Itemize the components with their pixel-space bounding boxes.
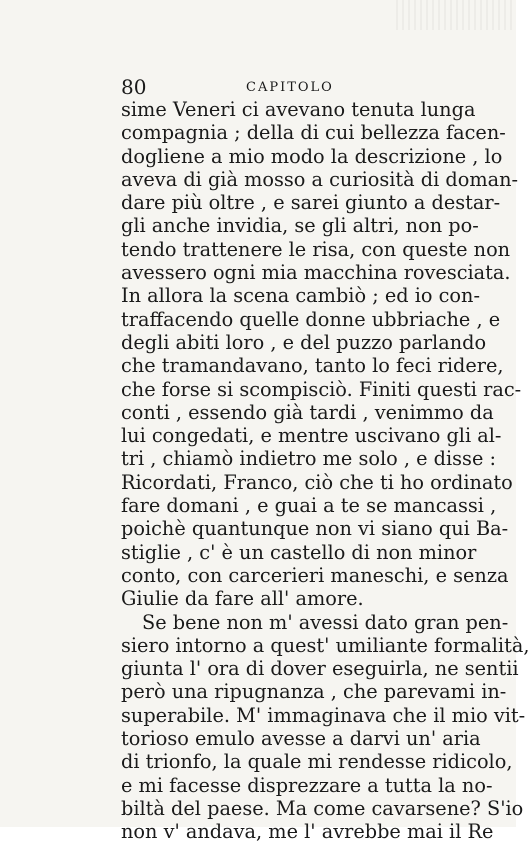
text-line: dare più oltre , e sarei giunto a destar- [121, 191, 501, 215]
running-head: CAPITOLO [246, 80, 334, 95]
text-line: Ricordati, Franco, ciò che ti ho ordinato [121, 470, 513, 494]
text-line: gli anche invidia, se gli altri, non po- [121, 214, 479, 238]
text-line: avessero ogni mia macchina rovesciata. [121, 261, 511, 285]
text-line: che forse si scompisciò. Finiti questi rac- [121, 377, 522, 401]
text-line: In allora la scena cambiò ; ed io con- [121, 284, 480, 308]
body-text [121, 98, 529, 844]
text-line: conti , essendo già tardi , venimmo da [121, 400, 494, 424]
page-header [121, 77, 461, 99]
text-line: conto, con carcerieri maneschi, e senza [121, 563, 509, 587]
text-line: sime Veneri ci avevano tenuta lunga [121, 98, 476, 121]
text-line: degli abiti loro , e del puzzo parlando [121, 330, 487, 354]
text-line: compagnia ; della di cui bellezza facen- [121, 121, 506, 145]
text-line: biltà del paese. Ma come cavarsene? S'io [121, 796, 524, 820]
text-line: siero intorno a quest' umiliante formalità, [121, 633, 529, 657]
text-line: torioso emulo avesse a darvi un' aria [121, 727, 481, 751]
text-line: però una ripugnanza , che parevami in- [121, 680, 507, 704]
text-line: giunta l' ora di dover eseguirla, ne sentii [121, 657, 519, 681]
text-line: non v' andava, me l' avrebbe mai il Re [121, 820, 494, 844]
text-line: e mi facesse disprezzare a tutta la no- [121, 773, 493, 797]
text-line: fare domani , e guai a te se mancassi , [121, 494, 497, 518]
text-line: che tramandavano, tanto lo feci ridere, [121, 354, 504, 378]
text-line: dogliene a mio modo la descrizione , lo [121, 144, 503, 168]
text-line: Giulie da fare all' amore. [121, 587, 364, 611]
text-line: poichè quantunque non vi siano qui Ba- [121, 517, 509, 541]
page-edge-texture [396, 0, 516, 30]
text-line: lui congedati, e mentre uscivano gli al- [121, 424, 502, 448]
text-line: traffacendo quelle donne ubbriache , e [121, 307, 501, 331]
text-line: aveva di già mosso a curiosità di doman- [121, 167, 519, 191]
text-line: stiglie , c' è un castello di non minor [121, 540, 477, 564]
page-number: 80 [121, 75, 147, 99]
text-line: superabile. M' immaginava che il mio vit- [121, 703, 526, 727]
text-line: tri , chiamò indietro me solo , e disse : [121, 447, 496, 471]
text-line: tendo trattenere le risa, con queste non [121, 237, 511, 261]
text-line: Se bene non m' avessi dato gran pen- [142, 610, 509, 634]
text-line: di trionfo, la quale mi rendesse ridicolo, [121, 750, 513, 774]
